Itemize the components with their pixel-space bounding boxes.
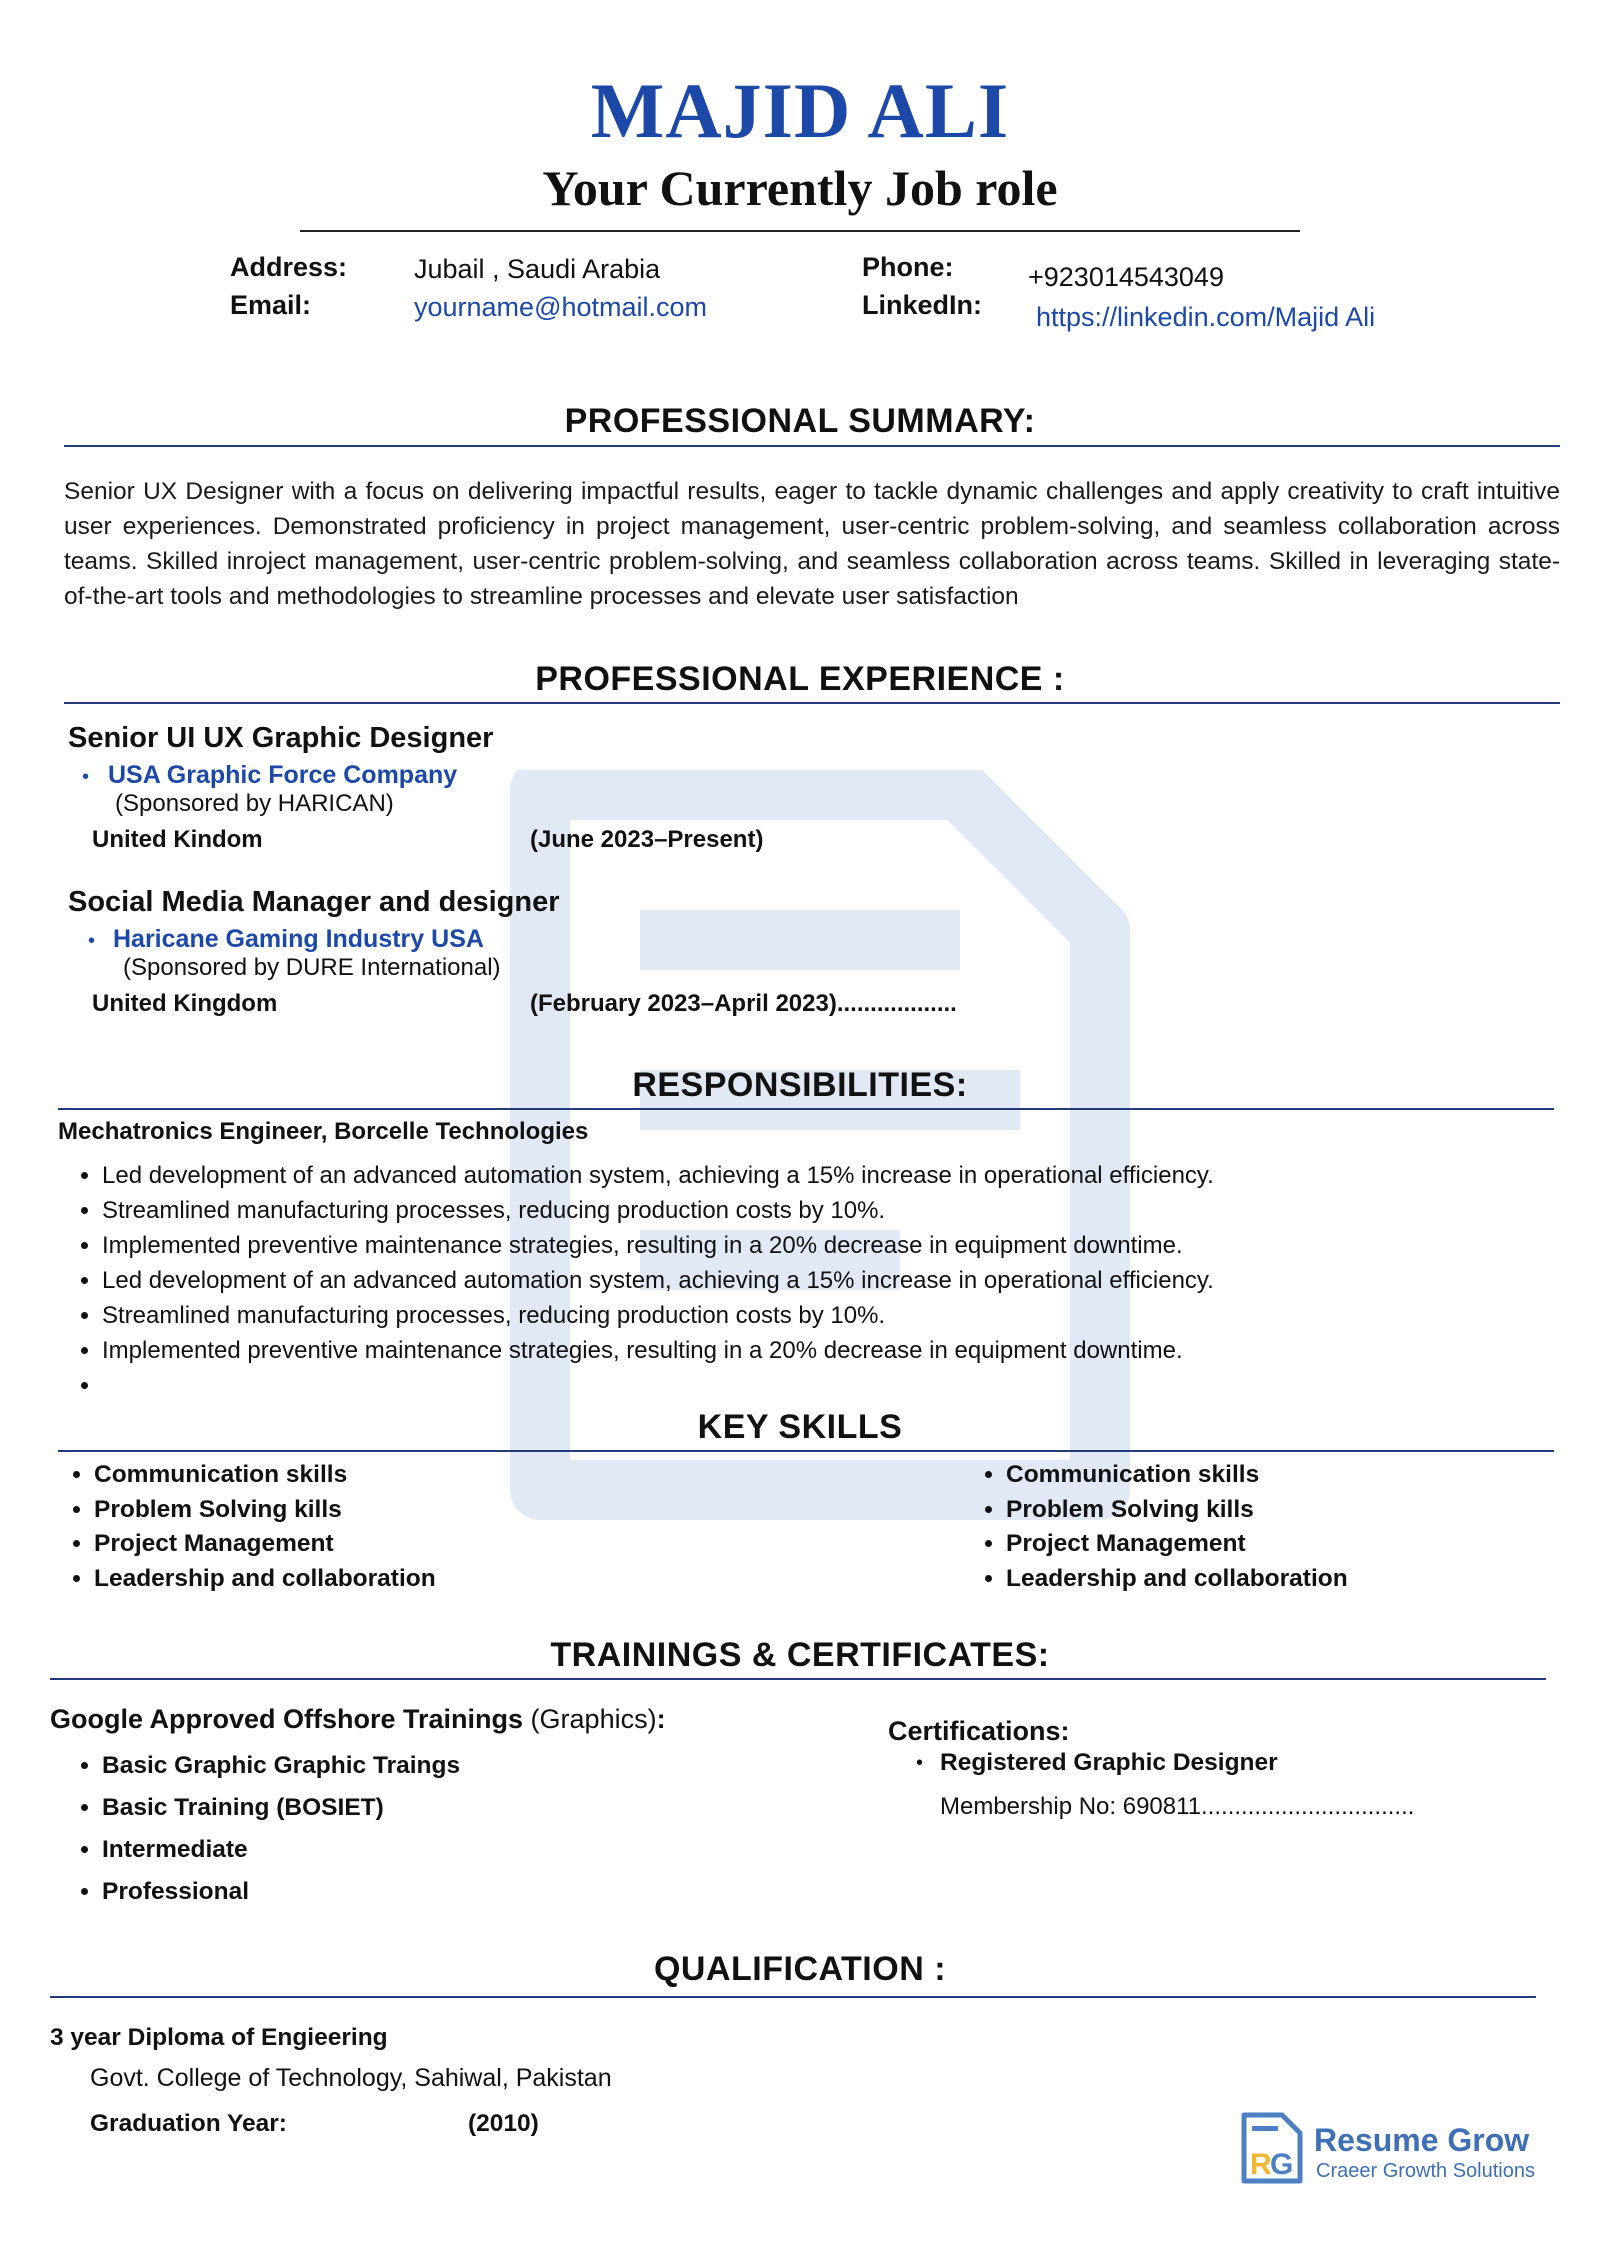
list-item: • Streamlined manufacturing processes, reducing production costs by 10%. [102,1298,1214,1333]
experience-divider [64,702,1560,704]
list-item: • Basic Training (BOSIET) [102,1794,460,1836]
list-item: • Problem Solving kills [1006,1493,1348,1528]
qualification-divider [50,1996,1536,1998]
list-item: • Led development of an advanced automation system, achieving a 15% increase in operational efficiency. [102,1263,1214,1298]
list-item: • Implemented preventive maintenance strategies, resulting in a 20% decrease in equipment downtime. [102,1333,1214,1368]
membership-number: Membership No: 690811................................ [940,1793,1415,1820]
job-dates-1: (June 2023–Present) [530,826,764,853]
experience-title: PROFESSIONAL EXPERIENCE : [535,660,1065,698]
list-item: • Problem Solving kills [94,1493,436,1528]
logo-name: Resume Grow [1314,2122,1530,2158]
list-item: • Implemented preventive maintenance strategies, resulting in a 20% decrease in equipment downtime. [102,1228,1214,1263]
summary-title: PROFESSIONAL SUMMARY: [564,402,1036,440]
list-item: • Intermediate [102,1836,460,1878]
qualification-title: QUALIFICATION : [653,1950,947,1988]
summary-text: Senior UX Designer with a focus on delivering impactful results, eager to tackle dynamic challenges and apply creativity to craft intuitive user experiences. Demonstrated proficiency in project management, user-centric problem-solving, and seamless collaboration across teams. Skilled inroject management, user-centric problem-solving, and seamless collaboration across teams. Skilled in leveraging state-of-the-art tools and methodologies to streamline processes and elevate user satisfaction [64,478,1560,610]
sponsor-2: (Sponsored by DURE International) [123,954,501,981]
list-item: • Project Management [1006,1527,1348,1562]
svg-text:R: R [1250,2148,1272,2181]
trainings-heading [50,1704,666,1735]
linkedin-link[interactable]: https://linkedin.com/Majid Ali [1036,302,1376,332]
summary-divider [64,445,1560,447]
company-bullet-1: • [82,766,90,788]
address-value: Jubail , Saudi Arabia [414,254,661,284]
job-title-2: Social Media Manager and designer [68,886,560,918]
header-divider [300,230,1300,232]
linkedin-label: LinkedIn: [862,290,982,320]
list-item: • Professional [102,1878,460,1920]
list-item: • Basic Graphic Graphic Traings [102,1752,460,1794]
phone-value: +923014543049 [1028,262,1224,292]
list-item: • Led development of an advanced automation system, achieving a 15% increase in operational efficiency. [102,1158,1214,1193]
candidate-name: MAJID ALI [590,67,1010,154]
responsibilities-title: RESPONSIBILITIES: [632,1066,968,1104]
list-item: • Leadership and collaboration [1006,1562,1348,1597]
email-link[interactable]: yourname@hotmail.com [414,292,708,322]
job-dates-2: (February 2023–April 2023).................. [530,990,957,1017]
address-label: Address: [230,252,348,282]
graduation-year: (2010) [468,2110,539,2137]
job-title-1: Senior UI UX Graphic Designer [68,722,494,754]
degree: 3 year Diploma of Engieering [50,2024,388,2051]
cert-bullet: • [916,1752,924,1774]
svg-text:G: G [1270,2148,1294,2181]
skills-title: KEY SKILLS [697,1408,903,1446]
certifications-label: Certifications: [888,1716,1070,1746]
company-bullet-2: • [88,930,96,952]
list-item: • Project Management [94,1527,436,1562]
responsibilities-list [70,1158,1214,1403]
list-item: • Streamlined manufacturing processes, reducing production costs by 10%. [102,1193,1214,1228]
company-name-1: USA Graphic Force Company [108,761,458,789]
skills-divider [58,1450,1554,1452]
list-item [102,1368,1214,1403]
company-name-2: Haricane Gaming Industry USA [113,925,484,953]
list-item: • Communication skills [1006,1458,1348,1493]
phone-label: Phone: [862,252,954,282]
responsibilities-divider [58,1108,1554,1110]
skills-right-list [976,1458,1348,1596]
list-item: • Leadership and collaboration [94,1562,436,1597]
sponsor-1: (Sponsored by HARICAN) [115,790,394,817]
job-role: Your Currently Job role [542,160,1058,216]
trainings-title: TRAININGS & CERTIFICATES: [550,1636,1050,1674]
list-item: • Communication skills [94,1458,436,1493]
trainings-heading-bold: Google Approved Offshore Trainings [50,1704,524,1734]
trainings-heading-normal: (Graphics) [523,1704,657,1734]
trainings-list [72,1752,460,1920]
school: Govt. College of Technology, Sahiwal, Pakistan [90,2064,612,2092]
cert-item: Registered Graphic Designer [940,1749,1278,1776]
skills-left-list [64,1458,436,1596]
trainings-heading-colon: : [656,1704,666,1734]
resume-grow-logo-icon [1240,2112,1304,2184]
graduation-label: Graduation Year: [90,2110,287,2137]
job-location-1: United Kindom [92,826,263,853]
trainings-divider [50,1678,1546,1680]
logo-tagline: Craeer Growth Solutions [1316,2160,1535,2182]
job-location-2: United Kingdom [92,990,278,1017]
responsibilities-heading: Mechatronics Engineer, Borcelle Technologies [58,1118,589,1145]
email-label: Email: [230,290,312,320]
